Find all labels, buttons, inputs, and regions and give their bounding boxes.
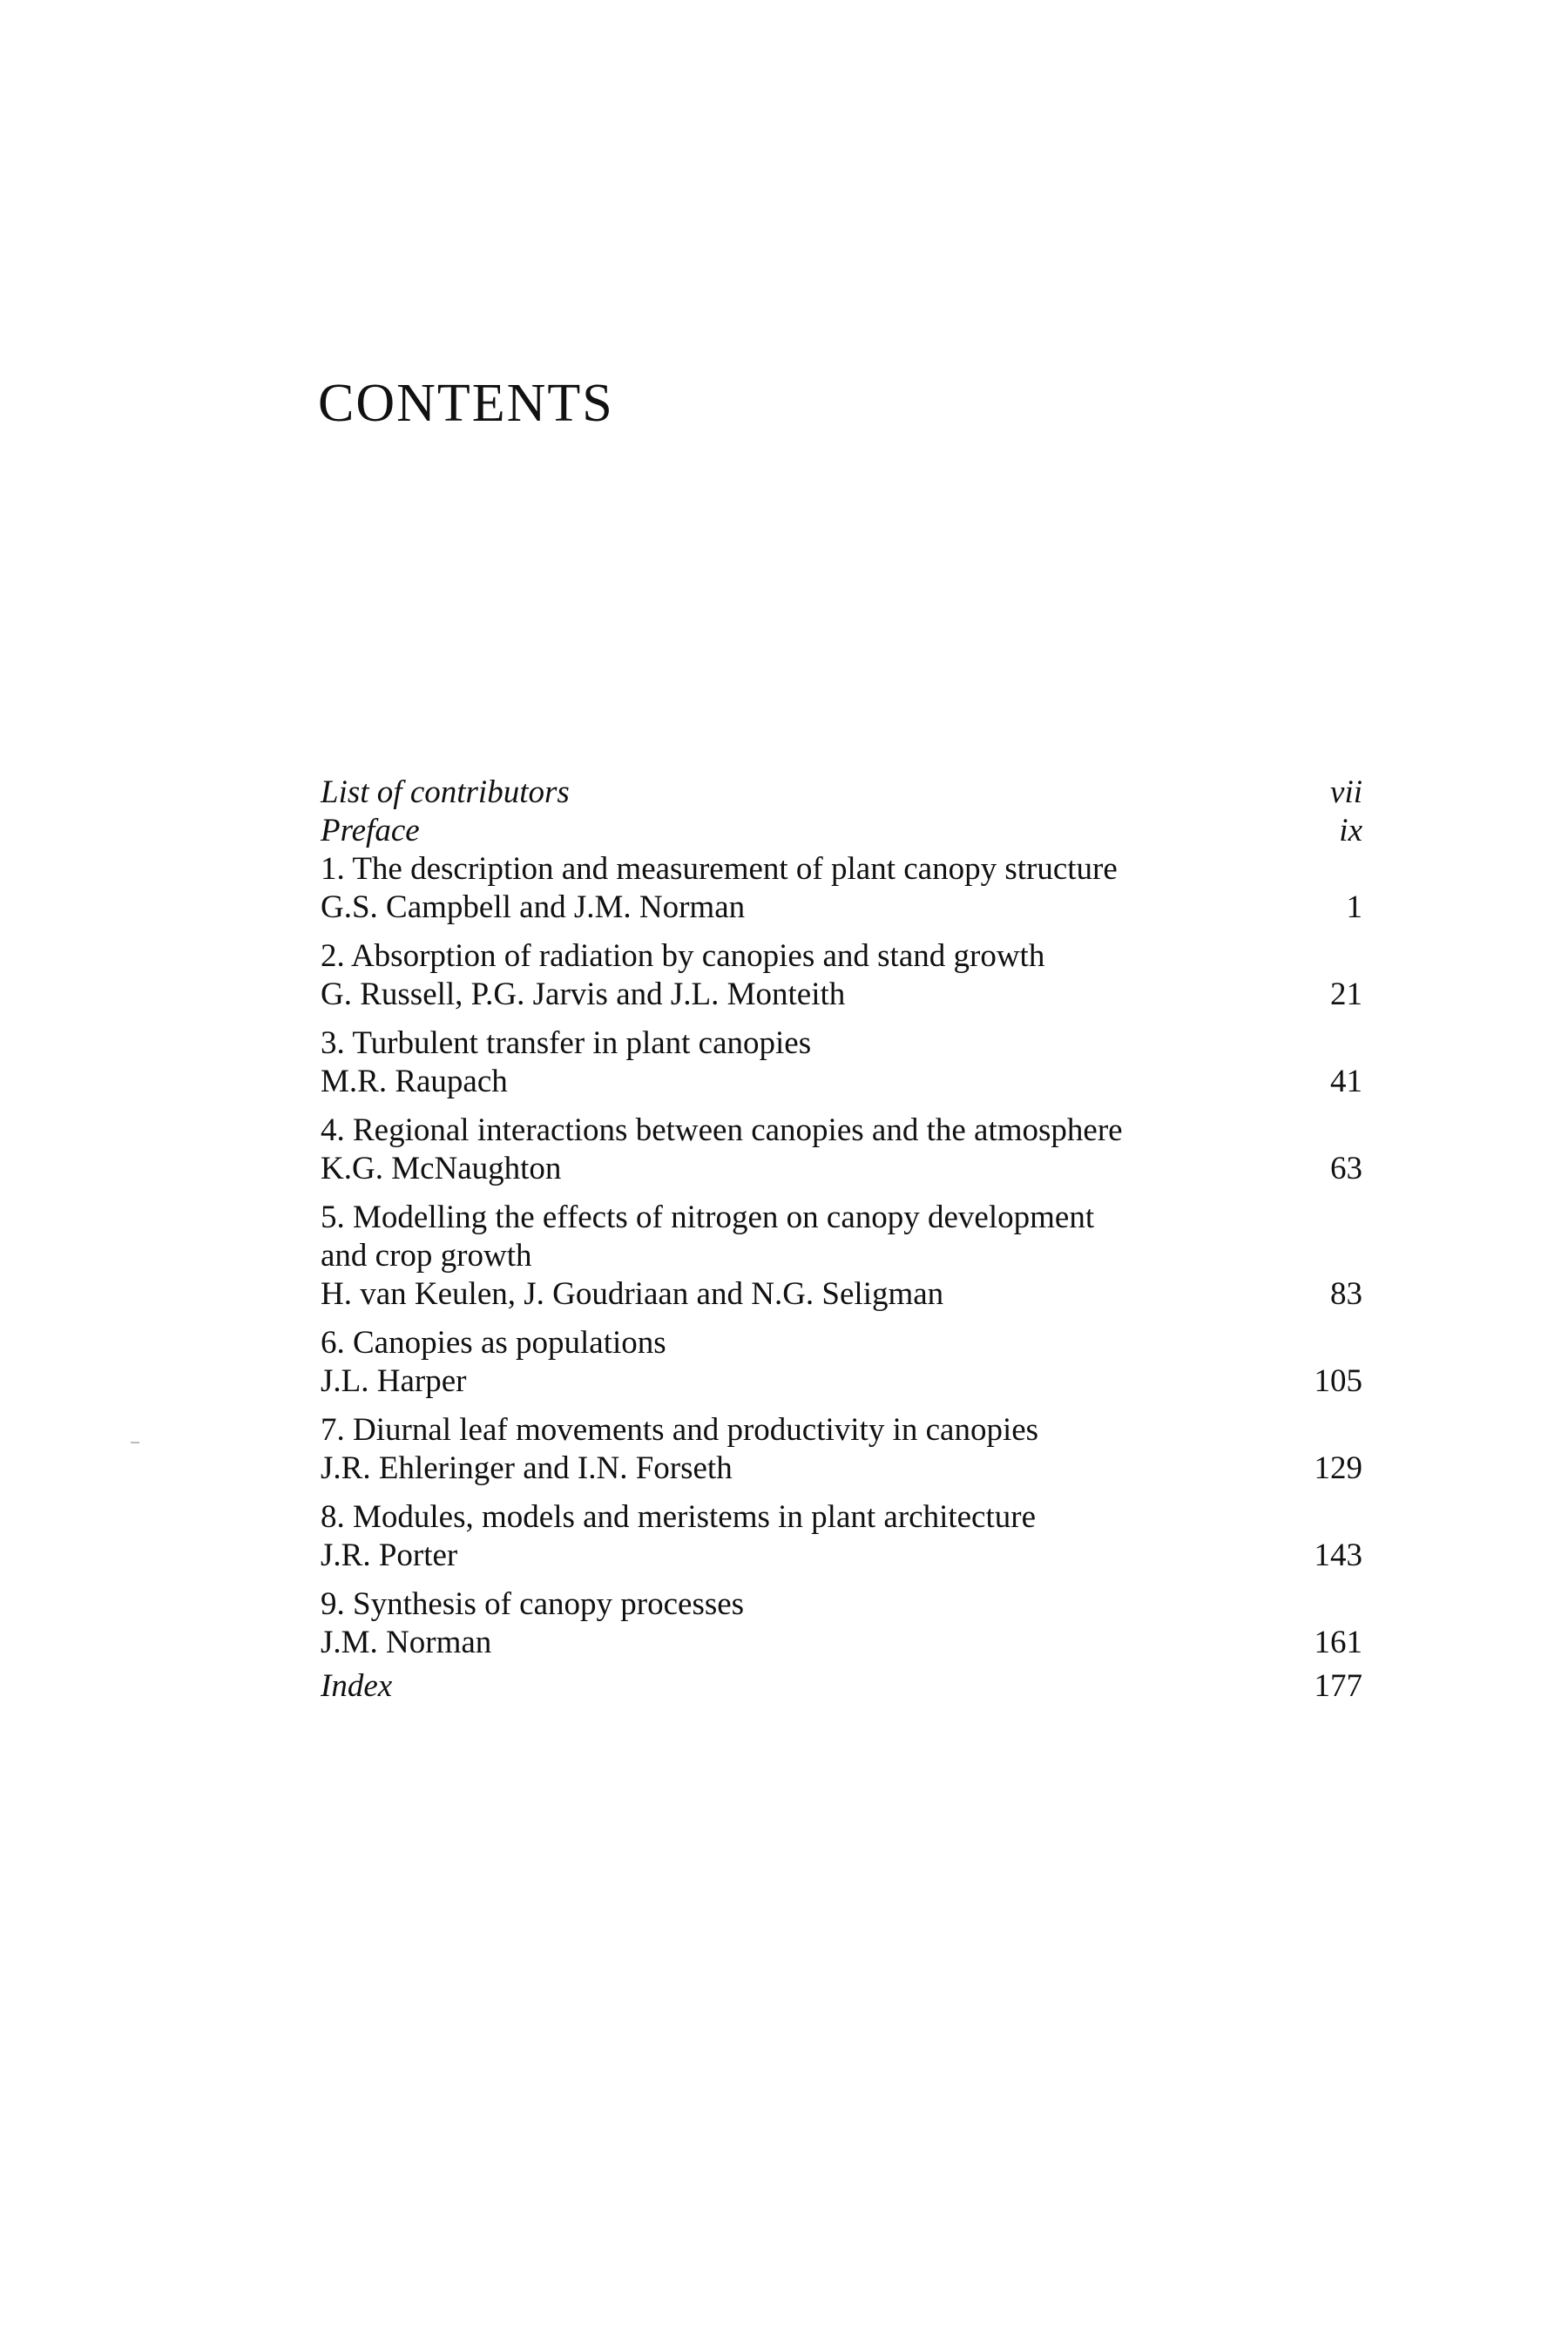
chapter-page: 143 [1314,1538,1362,1573]
chapter-title: 3. Turbulent transfer in plant canopies [321,1025,812,1061]
chapter-page: 1 [1346,889,1362,925]
page-title: CONTENTS [318,374,614,433]
chapter-title: 8. Modules, models and meristems in plant architecture [321,1499,1036,1535]
chapter-authors: K.G. McNaughton [321,1151,562,1186]
chapter-page: 105 [1314,1363,1362,1399]
chapter-title: 7. Diurnal leaf movements and productivity in canopies [321,1412,1039,1448]
toc-entry-index[interactable] [321,1667,1362,1706]
chapter-page: 161 [1314,1625,1362,1660]
toc-entry-chapter-3[interactable] [321,1024,1362,1101]
chapter-title: 2. Absorption of radiation by canopies and stand growth [321,938,1045,974]
chapter-page: 63 [1330,1151,1362,1186]
toc-entry-chapter-9[interactable] [321,1585,1362,1662]
chapter-authors: J.R. Ehleringer and I.N. Forseth [321,1450,733,1486]
toc-entry-chapter-8[interactable] [321,1498,1362,1575]
chapter-authors: M.R. Raupach [321,1064,508,1099]
chapter-title: 9. Synthesis of canopy processes [321,1586,745,1622]
chapter-authors: G.S. Campbell and J.M. Norman [321,889,746,925]
chapter-title-continued: and crop growth [321,1238,532,1274]
chapter-title: 4. Regional interactions between canopies and the atmosphere [321,1112,1123,1148]
stray-mark [131,1442,139,1443]
entry-page: 177 [1314,1668,1362,1704]
toc-entry-chapter-7[interactable] [321,1411,1362,1488]
chapter-page: 83 [1330,1276,1362,1312]
chapter-page: 41 [1330,1064,1362,1099]
chapter-authors: H. van Keulen, J. Goudriaan and N.G. Seligman [321,1276,944,1312]
toc-entry-chapter-1[interactable] [321,850,1362,927]
chapter-title: 5. Modelling the effects of nitrogen on canopy development [321,1200,1095,1235]
entry-title: Preface [321,813,420,848]
entry-page: ix [1339,813,1362,848]
toc-entry-chapter-6[interactable] [321,1324,1362,1401]
toc-entry-chapter-5[interactable] [321,1199,1362,1314]
table-of-contents [321,774,1362,1706]
chapter-authors: J.M. Norman [321,1625,492,1660]
chapter-authors: J.L. Harper [321,1363,467,1399]
chapter-page: 129 [1314,1450,1362,1486]
chapter-page: 21 [1330,977,1362,1012]
chapter-authors: J.R. Porter [321,1538,458,1573]
entry-title: Index [321,1668,393,1704]
entry-page: vii [1330,774,1362,810]
entry-title: List of contributors [321,774,570,810]
toc-entry-chapter-4[interactable] [321,1112,1362,1188]
chapter-title: 6. Canopies as populations [321,1325,666,1361]
toc-entry-chapter-2[interactable] [321,937,1362,1014]
toc-entry-contributors[interactable] [321,774,1362,812]
toc-entry-preface[interactable] [321,812,1362,850]
chapter-title: 1. The description and measurement of plant canopy structure [321,851,1118,887]
chapter-authors: G. Russell, P.G. Jarvis and J.L. Monteith [321,977,846,1012]
